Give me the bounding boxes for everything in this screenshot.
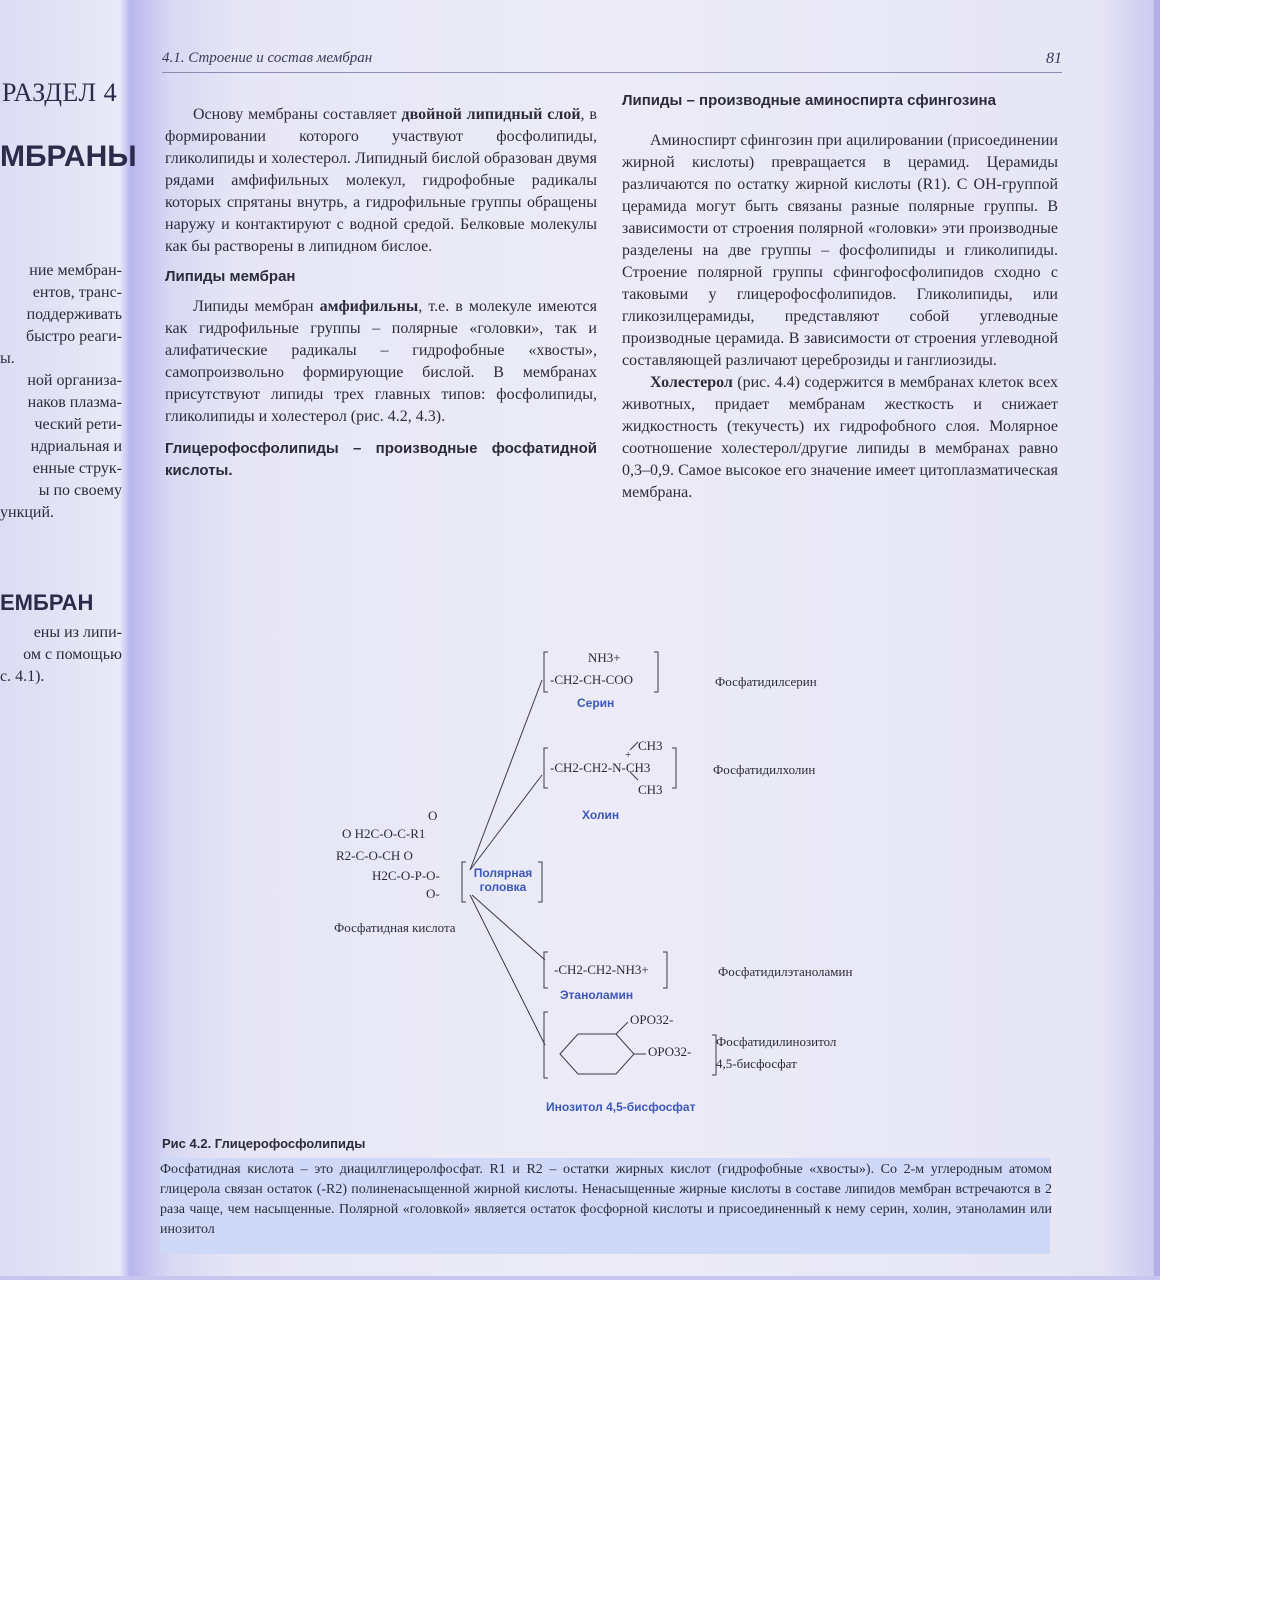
section-label: РАЗДЕЛ 4 bbox=[2, 78, 118, 107]
caption-paragraph: Фосфатидная кислота – это диацилглицеролфосфат. R1 и R2 – остатки жирных кислот (гидрофобные «хвосты»). Со 2-м углеродным атомом глицерола связан остаток (-R2) полиненасыщенной жирной кислоты. Ненасыщенные жирные кислоты в составе липидов мембран встречаются в 2 раза чаще, чем насыщенные. Полярной «головкой» является остаток фосфорной кислоты и присоединенный к нему серин, холин, этаноламин или инозитол bbox=[160, 1162, 1052, 1237]
chapter-title-fragment: МБРАНЫ bbox=[0, 140, 137, 173]
choline-methyl-bottom: CH3 bbox=[638, 782, 663, 797]
left-line: енные струк- bbox=[32, 460, 122, 477]
serine-amino: NH3+ bbox=[588, 650, 621, 665]
serine-formula: -CH2-CH-COO bbox=[550, 672, 634, 687]
pa-line-3: H2C-O-P-O- bbox=[372, 868, 440, 883]
left-line: ентов, транс- bbox=[32, 284, 122, 301]
subheading: Липиды мембран bbox=[165, 268, 296, 285]
phosphatidic-acid-label: Фосфатидная кислота bbox=[334, 920, 456, 935]
left-line: быстро реаги- bbox=[25, 328, 122, 345]
paragraph: Аминоспирт сфингозин при ацилировании (присоединении жирной кислоты) превращается в церамид. Церамиды различаются по остатку жирной кислоты (R1). С ОН-группой церамида могут быть связаны разные полярные группы. В зависимости от строения полярной «головки» эти производные разделены на две группы – фосфолипиды и гликолипиды. Строение полярной группы сфингофосфолипидов сходно с таковыми у глицерофосфолипидов. Гликолипиды, или гликозилцерамиды, представляют собой углеводные производные церамида. В зависимости от строения углеводной составляющей различают цереброзиды и ганглиозиды. bbox=[622, 132, 1058, 369]
paragraph: Основу мембраны составляет двойной липидный слой, в формировании которого участвуют фосфолипиды, гликолипиды и холестерол. Липидный бислой образован двумя рядами амфифильных молекул, гидрофобные радикалы которых спрятаны внутрь, а гидрофильные группы обращены наружу и контактируют с водной средой. Белковые молекулы как бы растворены в липидном бислое. bbox=[165, 106, 597, 255]
inositol-phosphate-top: OPO32- bbox=[630, 1012, 674, 1027]
left-line: ндриальная и bbox=[30, 438, 122, 455]
figure-glycerophospholipids bbox=[320, 630, 1080, 1120]
serine-label: Серин bbox=[577, 696, 615, 710]
left-line: ы по своему bbox=[38, 482, 122, 499]
left-text-lines-a bbox=[0, 260, 122, 524]
ethanolamine-formula: -CH2-CH2-NH3+ bbox=[554, 962, 649, 977]
phosphatidylserine-label: Фосфатидилсерин bbox=[715, 674, 817, 689]
running-title: 4.1. Строение и состав мембран bbox=[162, 50, 373, 66]
bracket bbox=[538, 862, 542, 902]
phosphatidylinositol-label-1: Фосфатидилинозитол bbox=[716, 1034, 837, 1049]
choline-methyl-top: CH3 bbox=[638, 738, 663, 753]
running-head bbox=[162, 50, 1062, 73]
connector-line bbox=[470, 775, 542, 870]
choline-charge: + bbox=[625, 749, 632, 761]
bracket bbox=[654, 652, 658, 692]
bracket bbox=[663, 952, 667, 988]
ethanolamine-label: Этаноламин bbox=[560, 988, 634, 1002]
pa-line-4: O- bbox=[426, 886, 440, 901]
figure-caption-text bbox=[160, 1160, 1052, 1240]
left-text-lines-b bbox=[0, 622, 122, 688]
phosphatidylethanolamine-label: Фосфатидилэтаноламин bbox=[718, 964, 853, 979]
inositol-phosphate-right: OPO32- bbox=[648, 1044, 692, 1059]
figure-caption-title: Рис 4.2. Глицерофосфолипиды bbox=[162, 1136, 366, 1151]
phosphatidylcholine-label: Фосфатидилхолин bbox=[713, 762, 816, 777]
left-line: ние мембран- bbox=[29, 262, 122, 279]
subheading: Глицерофосфолипиды – производные фосфатидной кислоты. bbox=[165, 440, 597, 479]
inositol-ring bbox=[560, 1034, 634, 1074]
bracket bbox=[544, 748, 548, 788]
left-line: ункций. bbox=[0, 504, 55, 521]
phosphatidylinositol-label-2: 4,5-бисфосфат bbox=[716, 1056, 797, 1071]
left-line: с. 4.1). bbox=[0, 668, 45, 685]
text-column-right bbox=[622, 90, 1058, 504]
page-bottom-edge bbox=[0, 1276, 1160, 1280]
choline-formula: -CH2-CH2-N-CH3 bbox=[550, 760, 651, 775]
left-line: ческий рети- bbox=[34, 416, 122, 433]
page-right-edge bbox=[1154, 0, 1160, 1280]
bracket bbox=[672, 748, 676, 788]
left-subtitle-fragment: ЕМБРАН bbox=[0, 590, 94, 615]
text-column-left bbox=[165, 104, 597, 490]
paragraph: Липиды мембран амфифильны, т.е. в молекуле имеются как гидрофильные группы – полярные «головки», так и алифатические радикалы – гидрофобные «хвосты», самопроизвольно формирующие бислой. В мембранах присутствуют липиды трех главных типов: фосфолипиды, гликолипиды и холестерол (рис. 4.2, 4.3). bbox=[165, 298, 597, 425]
connector-line bbox=[470, 680, 542, 870]
bond bbox=[616, 1022, 628, 1034]
inositol-label: Инозитол 4,5-бисфосфат bbox=[546, 1100, 696, 1114]
polar-head-label: Полярная головка bbox=[473, 866, 533, 894]
pa-line-2: R2-C-O-CH O bbox=[336, 848, 413, 863]
subheading: Липиды – производные аминоспирта сфингозина bbox=[622, 92, 996, 109]
left-line: наков плазма- bbox=[27, 394, 122, 411]
left-line: ены из липи- bbox=[33, 624, 122, 641]
bracket bbox=[544, 652, 548, 692]
pa-carbonyl-o: O bbox=[428, 808, 438, 823]
connector-line bbox=[470, 895, 545, 1045]
paragraph: Холестерол (рис. 4.4) содержится в мембранах клеток всех животных, придает мембранам жесткость и снижает жидкостность (текучесть) их гидрофобного слоя. Молярное соотношение холестерол/другие липиды в мембранах равно 0,3–0,9. Самое высокое его значение имеет цитоплазматическая мембрана. bbox=[622, 374, 1058, 501]
left-line: ом с помощью bbox=[23, 646, 122, 663]
bracket bbox=[462, 862, 466, 902]
bracket bbox=[544, 952, 548, 988]
left-line: поддерживать bbox=[26, 306, 122, 323]
choline-label: Холин bbox=[582, 808, 620, 822]
connector-line bbox=[472, 895, 545, 960]
left-line: ной организа- bbox=[27, 372, 122, 389]
left-line: ы. bbox=[0, 350, 15, 367]
pa-line-1: O H2C-O-C-R1 bbox=[342, 826, 426, 841]
page-number: 81 bbox=[1046, 50, 1062, 67]
